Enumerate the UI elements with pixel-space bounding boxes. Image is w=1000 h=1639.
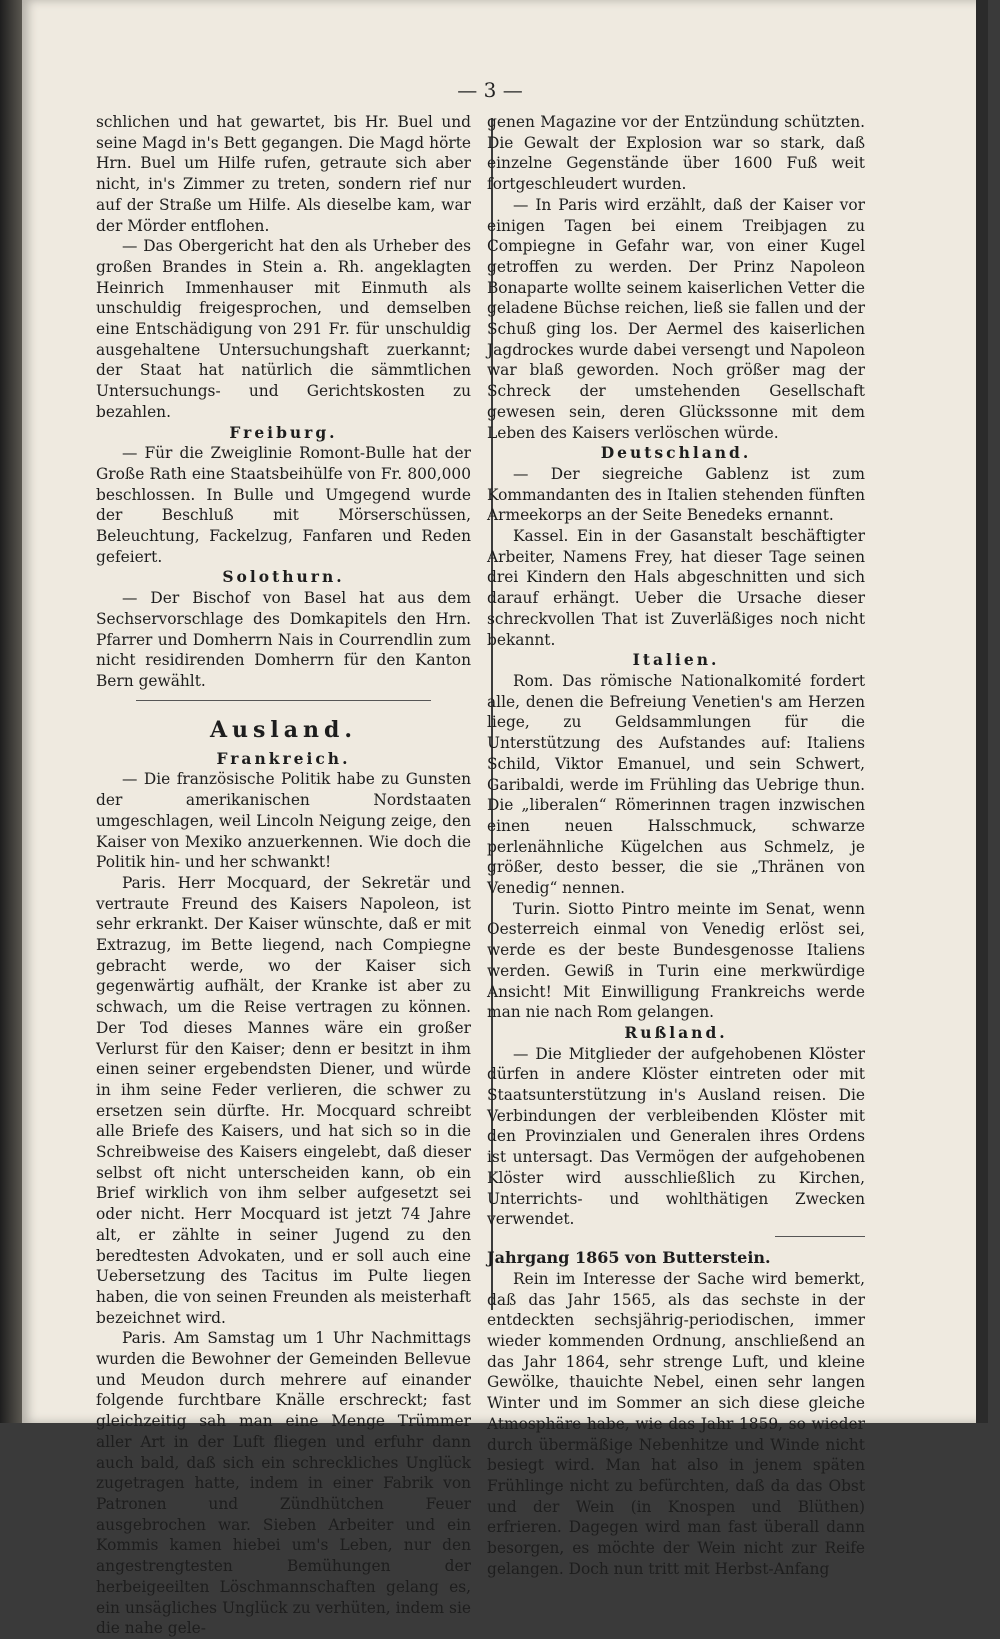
page-number: — 3 — [457,78,523,102]
paragraph-paris-mocquard: Paris. Herr Mocquard, der Sekretär und vertraute Freund des Kaisers Napoleon, ist sehr erkrankt. Der Kaiser wünschte, daß er mit Extrazug, im Bette liegend, nach Compiegne gebracht werde, wo der Kaiser sich gegenwärtig aufhält, der Kranke ist aber zu schwach, um die Reise vertragen zu können. Der Tod dieses Mannes wäre ein großer Verlurst für den Kaiser; denn er besitzt in ihm einen seiner ergebendsten Diener, und würde in ihm seine Feder verlieren, die schwer zu ersetzen sein dürfte. Hr. Mocquard schreibt alle Briefe des Kaisers, und hat sich so in die Schreibweise des Kaisers eingelebt, daß dieser selbst oft nicht unterscheiden kann, ob ein Brief wirklich von ihm selber aufgesetzt sei oder nicht. Herr Mocquard ist jetzt 74 Jahre alt, er zählte in seiner Jugend zu den beredtesten Advokaten, und er soll auch eine Uebersetzung des Tacitus im Pulte liegen haben, die von seinen Freunden als meisterhaft bezeichnet wird. [96,873,471,1327]
paragraph-gablenz: — Der siegreiche Gablenz ist zum Kommandanten des in Italien stehenden fünften Armeekorps an der Seite Benedeks ernannt. [487,464,865,525]
paragraph-turin: Turin. Siotto Pintro meinte im Senat, wenn Oesterreich einmal von Venedig erlöst sei, werde es der beste Bundesgenosse Italiens werden. Gewiß in Turin eine merkwürdige Ansicht! Mit Einwilligung Frankreichs werde man nie nach Rom gelangen. [487,899,865,1022]
heading-italien: Italien. [632,650,720,670]
paragraph-russland: — Die Mitglieder der aufgehobenen Klöster dürfen in andere Klöster eintreten oder mit Staatsunterstützung in's Ausland reisen. Die Verbindungen der verbleibenden Klöster mit den Provinzialen und Generalen ihres Ordens ist untersagt. Das Vermögen der aufgehobenen Klöster wird ausschließlich zu Kirchen, Unterrichts- und wohlthätigen Zwecken verwendet. [487,1044,865,1229]
section-divider [136,700,431,701]
right-column [487,112,865,1580]
heading-jahrgang: Jahrgang 1865 von Butterstein. [487,1247,771,1267]
paragraph-paris-explosion: Paris. Am Samstag um 1 Uhr Nachmittags wurden die Bewohner der Gemeinden Bellevue und Meudon durch mehrere auf einander folgende furchtbare Knälle erschreckt; fast gleichzeitig sah man eine Menge Trümmer aller Art in der Luft fliegen und erfuhr dann auch bald, daß sich ein schreckliches Unglück zugetragen hatte, indem in einer Fabrik von Patronen und Zündhütchen Feuer ausgebrochen war. Sieben Arbeiter und ein Kommis kamen hiebei um's Leben, nur den angestrengtesten Bemühungen der herbeigeeilten Löschmannschaften gelang es, ein unsägliches Unglück zu verhüten, indem sie die nahe gele- [96,1329,471,1638]
heading-frankreich: Frankreich. [216,748,351,768]
paragraph-continued: schlichen und hat gewartet, bis Hr. Buel und seine Magd in's Bett gegangen. Die Magd hörte Hrn. Buel um Hilfe rufen, getraute sich aber nicht, in's Zimmer zu treten, sondern rief nur auf der Straße um Hilfe. Als dieselbe kam, war der Mörder entflohen. [96,113,471,235]
paragraph-jahrgang: Rein im Interesse der Sache wird bemerkt, daß das Jahr 1565, als das sechste in der entdeckten sechsjährig-periodischen, immer wieder kommenden Ordnung, anschließend an das Jahr 1864, sehr strenge Luft, und kleine Gewölke, thauichte Nebel, einen sehr langen Winter und im Sommer an sich diese gleiche Atmosphäre habe, wie das Jahr 1859, so wieder durch übermäßige Nebenhitze und Winde nicht besiegt wird. Man hat also in jenem späten Frühlinge nicht zu befürchten, daß da das Obst und der Wein (in Knospen und Blüthen) erfrieren. Dagegen wird man fast überall dann besorgen, es möchte der Wein nicht zur Reife gelangen. Doch nun tritt mit Herbst-Anfang [487,1269,865,1578]
paragraph-obergericht: — Das Obergericht hat den als Urheber des großen Brandes in Stein a. Rh. angeklagten Heinrich Immenhauser mit Einmuth als unschuldig freigesprochen, und demselben eine Entschädigung von 291 Fr. für unschuldig ausgehaltene Untersuchungshaft zuerkannt; der Staat hat natürlich die sämmtlichen Untersuchungs- und Gerichtskosten zu bezahlen. [96,237,471,421]
paragraph-continued: genen Magazine vor der Entzündung schützten. Die Gewalt der Explosion war so stark, daß einzelne Gegenstände über 1600 Fuß weit fortgeschleudert wurden. [487,113,865,194]
paragraph-kassel: Kassel. Ein in der Gasanstalt beschäftigter Arbeiter, Namens Frey, hat dieser Tage seinen drei Kindern den Hals abgeschnitten und sich darauf erhängt. Ueber die Ursache dieser schreckvollen That ist Zuverläßiges noch nicht bekannt. [487,527,865,649]
paragraph-solothurn: — Der Bischof von Basel hat aus dem Sechservorschlage des Domkapitels den Hrn. Pfarrer und Domherrn Nais in Courrendlin zum nicht residirenden Domherrn für den Kanton Bern gewählt. [96,589,471,690]
heading-deutschland: Deutschland. [600,443,752,463]
paragraph-freiburg: — Für die Zweiglinie Romont-Bulle hat der Große Rath eine Staatsbeihülfe von Fr. 800,000 beschlossen. In Bulle und Umgegend wurde der Beschluß mit Mörserschüssen, Beleuchtung, Fackelzug, Fanfaren und Reden gefeiert. [96,444,471,566]
heading-ausland: Ausland. [209,716,358,743]
paragraph-rom: Rom. Das römische Nationalkomité fordert alle, denen die Befreiung Venetien's am Herzen liege, zu Geldsammlungen für die Unterstützung des Aufstandes auf: Italiens Schild, Viktor Emanuel, und sein Schwert, Garibaldi, werde im Frühling das Uebrige thun. Die „liberalen“ Römerinnen tragen inzwischen einen neuen Halsschmuck, schwarze perlenähnliche Kügelchen aus Schmelz, je größer, desto besser, die sie „Thränen von Venedig“ nennen. [487,671,865,898]
section-divider [775,1236,865,1237]
heading-solothurn: Solothurn. [222,567,345,587]
heading-russland: Rußland. [624,1022,728,1042]
left-column [96,112,471,1639]
heading-freiburg: Freiburg. [229,422,338,442]
page-edge [976,0,988,1423]
book-spine-shadow [0,0,22,1423]
paragraph-politik: — Die französische Politik habe zu Gunsten der amerikanischen Nordstaaten umgeschlagen, weil Lincoln Neigung zeige, den Kaiser von Mexiko anzuerkennen. Wie doch die Politik hin- und her schwankt! [96,770,471,872]
paragraph-paris-jagd: — In Paris wird erzählt, daß der Kaiser vor einigen Tagen bei einem Treibjagen zu Compiegne in Gefahr war, von einer Kugel getroffen zu werden. Der Prinz Napoleon Bonaparte wollte seinem kaiserlichen Vetter die geladene Büchse reichen, ließ sie fallen und der Schuß ging los. Der Aermel des kaiserlichen Jagdrockes wurde dabei versengt und Napoleon war blaß geworden. Noch größer mag der Schreck der umstehenden Gesellschaft gewesen sein, deren Glückssonne mit dem Leben des Kaisers verlöschen würde. [487,195,865,442]
